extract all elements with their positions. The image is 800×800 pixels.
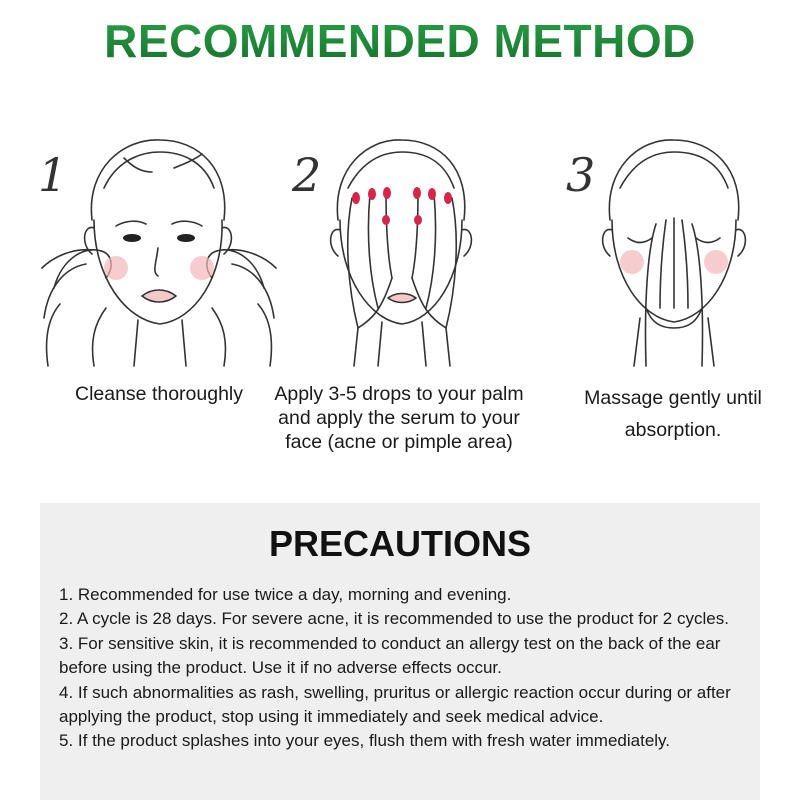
step-3 — [548, 128, 798, 488]
precautions-title: PRECAUTIONS — [268, 523, 532, 564]
step-number: 2 — [292, 148, 322, 202]
precautions-panel — [40, 503, 760, 800]
page-title: RECOMMENDED METHOD — [0, 14, 800, 68]
list-item: 4. If such abnormalities as rash, swelling, pruritus or allergic reaction occur during or after applying the product, stop using it immediately and seek medical advice. — [59, 682, 731, 727]
step-2 — [274, 128, 524, 488]
list-item: 2. A cycle is 28 days. For severe acne, it is recommended to use the product for 2 cycles. — [59, 609, 729, 629]
precautions-list — [59, 583, 754, 754]
step-number: 3 — [566, 148, 596, 202]
list-item: 5. If the product splashes into your eyes, flush them with fresh water immediately. — [59, 731, 671, 751]
serum-application-illustration — [274, 128, 524, 368]
step-caption: Massage gently until absorption. — [584, 387, 762, 441]
step-caption: Cleanse thoroughly — [74, 383, 244, 405]
list-item: 3. For sensitive skin, it is recommended to conduct an allergy test on the back of the ear before using the product. Use it if no adverse effects occur. — [59, 633, 721, 678]
face-cleansing-illustration — [34, 128, 284, 368]
face-massage-illustration — [548, 128, 798, 368]
step-1 — [34, 128, 284, 488]
list-item: 1. Recommended for use twice a day, morning and evening. — [59, 585, 512, 604]
step-caption: Apply 3-5 drops to your palm and apply the serum to your face (acne or pimple area) — [274, 383, 524, 453]
step-number: 1 — [38, 148, 68, 202]
